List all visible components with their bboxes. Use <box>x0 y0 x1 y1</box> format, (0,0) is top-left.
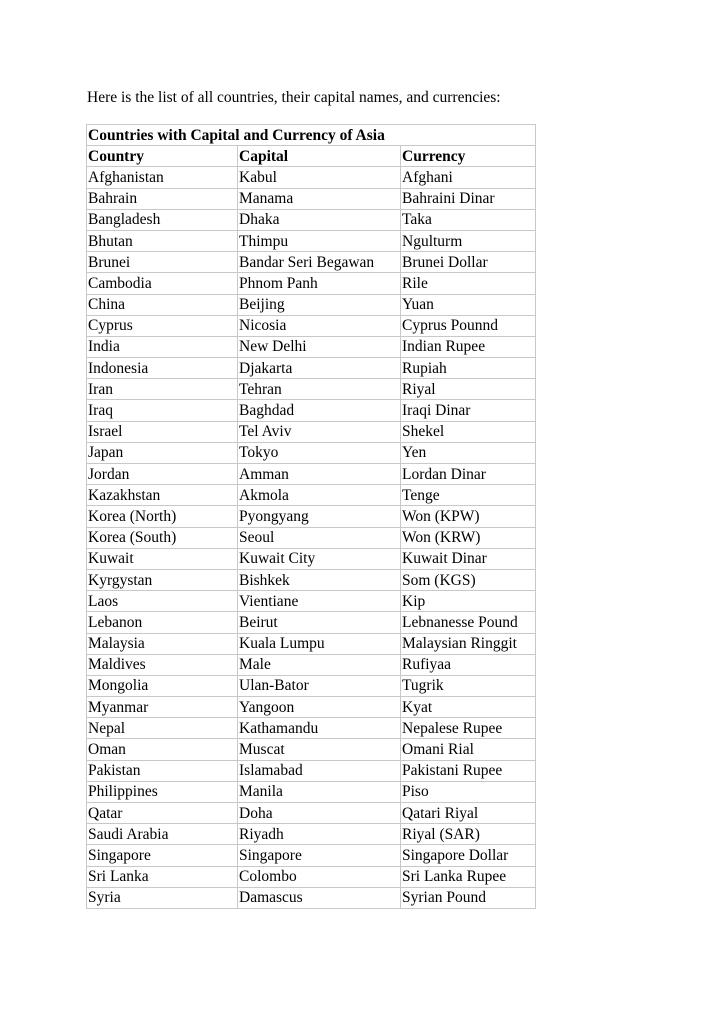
table-row <box>87 273 536 294</box>
cell-country: Jordan <box>87 464 238 485</box>
cell-currency: Taka <box>401 209 536 230</box>
cell-currency: Malaysian Ringgit <box>401 633 536 654</box>
table-row <box>87 591 536 612</box>
cell-currency: Riyal <box>401 379 536 400</box>
intro-paragraph: Here is the list of all countries, their capital names, and currencies: <box>87 89 501 106</box>
cell-country: Malaysia <box>87 633 238 654</box>
table-title: Countries with Capital and Currency of Asia <box>87 125 536 146</box>
cell-capital: Yangoon <box>238 697 401 718</box>
cell-capital: Manama <box>238 188 401 209</box>
cell-country: Bahrain <box>87 188 238 209</box>
cell-currency: Rupiah <box>401 358 536 379</box>
table-row <box>87 845 536 866</box>
cell-capital: Seoul <box>238 527 401 548</box>
cell-currency: Shekel <box>401 421 536 442</box>
table-row <box>87 188 536 209</box>
table-row <box>87 230 536 251</box>
table-title-row <box>87 125 536 146</box>
cell-country: Kazakhstan <box>87 485 238 506</box>
cell-capital: Djakarta <box>238 358 401 379</box>
column-header-currency: Currency <box>401 146 536 167</box>
cell-currency: Rufiyaa <box>401 654 536 675</box>
cell-country: Afghanistan <box>87 167 238 188</box>
table-header-row <box>87 146 536 167</box>
cell-currency: Lordan Dinar <box>401 464 536 485</box>
cell-currency: Ngulturm <box>401 230 536 251</box>
cell-capital: Beirut <box>238 612 401 633</box>
table-row <box>87 633 536 654</box>
cell-country: Nepal <box>87 718 238 739</box>
cell-country: India <box>87 336 238 357</box>
cell-country: Laos <box>87 591 238 612</box>
cell-currency: Som (KGS) <box>401 569 536 590</box>
cell-country: Japan <box>87 442 238 463</box>
table-row <box>87 294 536 315</box>
table-row <box>87 781 536 802</box>
cell-capital: Male <box>238 654 401 675</box>
cell-capital: Ulan-Bator <box>238 675 401 696</box>
table-row <box>87 506 536 527</box>
cell-currency: Bahraini Dinar <box>401 188 536 209</box>
cell-capital: Vientiane <box>238 591 401 612</box>
table-row <box>87 675 536 696</box>
table-row <box>87 315 536 336</box>
cell-currency: Iraqi Dinar <box>401 400 536 421</box>
cell-country: Israel <box>87 421 238 442</box>
table-row <box>87 527 536 548</box>
table-row <box>87 887 536 908</box>
cell-currency: Tugrik <box>401 675 536 696</box>
cell-country: Saudi Arabia <box>87 824 238 845</box>
cell-capital: Bishkek <box>238 569 401 590</box>
cell-capital: Thimpu <box>238 230 401 251</box>
table-row <box>87 697 536 718</box>
cell-capital: Islamabad <box>238 760 401 781</box>
column-header-country: Country <box>87 146 238 167</box>
cell-country: Korea (North) <box>87 506 238 527</box>
cell-country: Korea (South) <box>87 527 238 548</box>
cell-capital: Doha <box>238 803 401 824</box>
cell-capital: Tehran <box>238 379 401 400</box>
cell-country: Philippines <box>87 781 238 802</box>
cell-country: Lebanon <box>87 612 238 633</box>
cell-currency: Lebnanesse Pound <box>401 612 536 633</box>
cell-capital: Amman <box>238 464 401 485</box>
cell-country: Pakistan <box>87 760 238 781</box>
cell-country: Qatar <box>87 803 238 824</box>
cell-capital: Singapore <box>238 845 401 866</box>
cell-country: Bangladesh <box>87 209 238 230</box>
cell-capital: Tokyo <box>238 442 401 463</box>
cell-capital: Kuala Lumpu <box>238 633 401 654</box>
table-row <box>87 866 536 887</box>
table-row <box>87 569 536 590</box>
table-row <box>87 421 536 442</box>
cell-country: Indonesia <box>87 358 238 379</box>
cell-country: Singapore <box>87 845 238 866</box>
cell-currency: Won (KRW) <box>401 527 536 548</box>
table-row <box>87 379 536 400</box>
cell-capital: Dhaka <box>238 209 401 230</box>
cell-country: Sri Lanka <box>87 866 238 887</box>
cell-currency: Indian Rupee <box>401 336 536 357</box>
cell-currency: Omani Rial <box>401 739 536 760</box>
column-header-capital: Capital <box>238 146 401 167</box>
table-row <box>87 485 536 506</box>
countries-table-container <box>86 124 536 909</box>
table-row <box>87 167 536 188</box>
cell-currency: Piso <box>401 781 536 802</box>
table-row <box>87 209 536 230</box>
cell-capital: Muscat <box>238 739 401 760</box>
cell-currency: Singapore Dollar <box>401 845 536 866</box>
cell-country: Oman <box>87 739 238 760</box>
cell-country: Syria <box>87 887 238 908</box>
cell-country: Mongolia <box>87 675 238 696</box>
cell-currency: Qatari Riyal <box>401 803 536 824</box>
cell-currency: Won (KPW) <box>401 506 536 527</box>
cell-capital: Kuwait City <box>238 548 401 569</box>
table-row <box>87 358 536 379</box>
cell-currency: Brunei Dollar <box>401 252 536 273</box>
cell-capital: Akmola <box>238 485 401 506</box>
cell-country: China <box>87 294 238 315</box>
cell-capital: Damascus <box>238 887 401 908</box>
cell-capital: Baghdad <box>238 400 401 421</box>
cell-country: Bhutan <box>87 230 238 251</box>
cell-capital: Tel Aviv <box>238 421 401 442</box>
cell-currency: Riyal (SAR) <box>401 824 536 845</box>
cell-country: Kyrgystan <box>87 569 238 590</box>
table-row <box>87 548 536 569</box>
cell-capital: Nicosia <box>238 315 401 336</box>
cell-currency: Tenge <box>401 485 536 506</box>
table-row <box>87 252 536 273</box>
cell-capital: Phnom Panh <box>238 273 401 294</box>
cell-currency: Nepalese Rupee <box>401 718 536 739</box>
cell-capital: Beijing <box>238 294 401 315</box>
cell-country: Iran <box>87 379 238 400</box>
cell-capital: Pyongyang <box>238 506 401 527</box>
cell-capital: Riyadh <box>238 824 401 845</box>
cell-currency: Yuan <box>401 294 536 315</box>
table-row <box>87 400 536 421</box>
table-row <box>87 803 536 824</box>
cell-country: Brunei <box>87 252 238 273</box>
cell-currency: Sri Lanka Rupee <box>401 866 536 887</box>
table-row <box>87 464 536 485</box>
cell-currency: Pakistani Rupee <box>401 760 536 781</box>
cell-country: Iraq <box>87 400 238 421</box>
countries-table <box>86 124 536 909</box>
table-row <box>87 654 536 675</box>
cell-currency: Kip <box>401 591 536 612</box>
cell-currency: Kuwait Dinar <box>401 548 536 569</box>
cell-currency: Afghani <box>401 167 536 188</box>
cell-capital: New Delhi <box>238 336 401 357</box>
table-row <box>87 739 536 760</box>
cell-currency: Kyat <box>401 697 536 718</box>
table-row <box>87 442 536 463</box>
cell-currency: Cyprus Pounnd <box>401 315 536 336</box>
cell-country: Maldives <box>87 654 238 675</box>
cell-capital: Colombo <box>238 866 401 887</box>
cell-currency: Yen <box>401 442 536 463</box>
cell-country: Cyprus <box>87 315 238 336</box>
cell-country: Kuwait <box>87 548 238 569</box>
cell-capital: Kathamandu <box>238 718 401 739</box>
cell-currency: Rile <box>401 273 536 294</box>
table-row <box>87 718 536 739</box>
cell-capital: Manila <box>238 781 401 802</box>
cell-currency: Syrian Pound <box>401 887 536 908</box>
cell-capital: Bandar Seri Begawan <box>238 252 401 273</box>
cell-capital: Kabul <box>238 167 401 188</box>
cell-country: Cambodia <box>87 273 238 294</box>
table-row <box>87 612 536 633</box>
table-row <box>87 824 536 845</box>
cell-country: Myanmar <box>87 697 238 718</box>
table-row <box>87 760 536 781</box>
table-row <box>87 336 536 357</box>
